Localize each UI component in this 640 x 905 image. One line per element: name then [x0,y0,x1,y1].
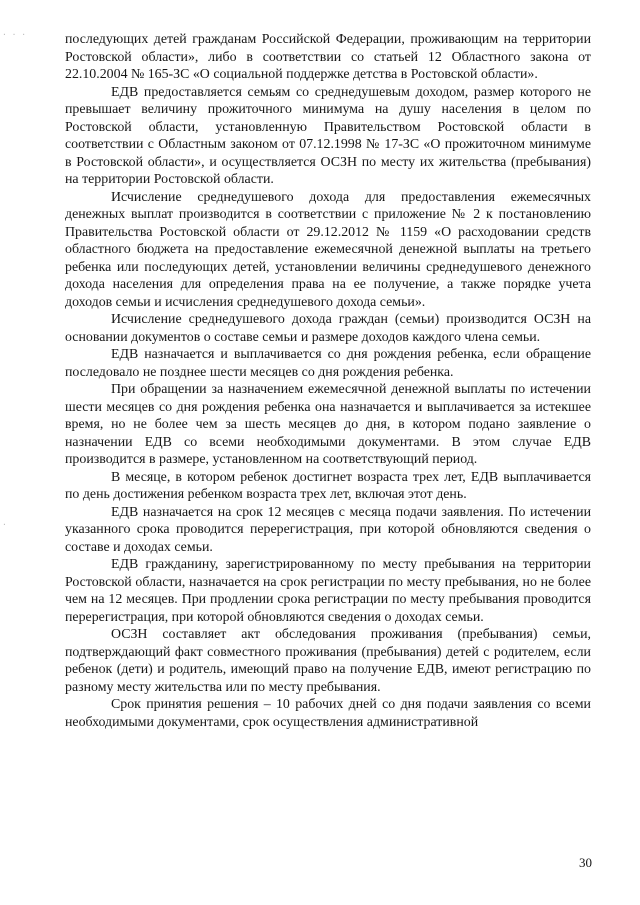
paragraph: ЕДВ назначается на срок 12 месяцев с месяца подачи заявления. По истечении указанного срока проводится перерегистрация, при которой обновляются сведения о составе и доходах семьи. [65,504,591,555]
paragraph: Исчисление среднедушевого дохода граждан (семьи) производится ОСЗН на основании документов о составе семьи и размере доходов каждого члена семьи. [65,312,591,345]
scan-artifact: · · · [2,30,27,39]
paragraph: ОСЗН составляет акт обследования проживания (пребывания) семьи, подтверждающий факт совместного проживания (пребывания) детей с родителем, если ребенок (дети) и родитель, имеющий право на получение ЕДВ, имеют регистрацию по разному месту жительства или по месту пребывания. [65,627,591,695]
paragraph-continuation: последующих детей гражданам Российской Федерации, проживающим на территории Ростовской области», либо в соответствии со статьей 12 Областного закона от 22.10.2004 № 165-ЗС «О социальной поддержке детства в Ростовской области». [65,32,591,82]
paragraph: В месяце, в котором ребенок достигнет возраста трех лет, ЕДВ выплачивается по день достижения ребенком возраста трех лет, включая этот день. [65,469,591,502]
paragraph: ЕДВ гражданину, зарегистрированному по месту пребывания на территории Ростовской области, назначается на срок регистрации по месту пребывания, но не более чем на 12 месяцев. При продлении срока регистрации по месту пребывания проводится перерегистрация, при которой обновляются сведения о доходах семьи. [65,557,591,625]
paragraph: Срок принятия решения – 10 рабочих дней со дня подачи заявления со всеми необходимыми документами, срок осуществления административной [65,697,591,730]
paragraph: ЕДВ назначается и выплачивается со дня рождения ребенка, если обращение последовало не позднее шести месяцев со дня рождения ребенка. [65,347,591,380]
paragraph: ЕДВ предоставляется семьям со среднедушевым доходом, размер которого не превышает величину прожиточного минимума на душу населения в целом по Ростовской области, установленную Правительством Ростовской области в соответствии с Областным законом от 07.12.1998 № 17-ЗС «О прожиточном минимуме в Ростовской области», и осуществляется ОСЗН по месту их жительства (пребывания) на территории Ростовской области. [65,84,591,187]
paragraph: При обращении за назначением ежемесячной денежной выплаты по истечении шести месяцев со дня рождения ребенка она назначается и выплачивается за истекшее время, но не более чем за шесть месяцев до дня, в котором подано заявление о назначении ЕДВ со всеми необходимыми документами. В этом случае ЕДВ производится в размере, установленном на соответствующий период. [65,382,591,467]
scan-artifact: · [2,520,7,529]
document-body [65,31,591,731]
page-number: 30 [579,855,592,870]
paragraph: Исчисление среднедушевого дохода для предоставления ежемесячных денежных выплат производится в соответствии с приложение № 2 к постановлению Правительства Ростовской области от 29.12.2012 № 1159 «О расходовании средств областного бюджета на предоставление ежемесячной денежной выплаты на третьего ребенка или последующих детей, установлении величины среднедушевого денежного дохода населения для определения права на ее получение, а также порядке учета доходов семьи и исчисления среднедушевого дохода семьи». [65,189,591,310]
